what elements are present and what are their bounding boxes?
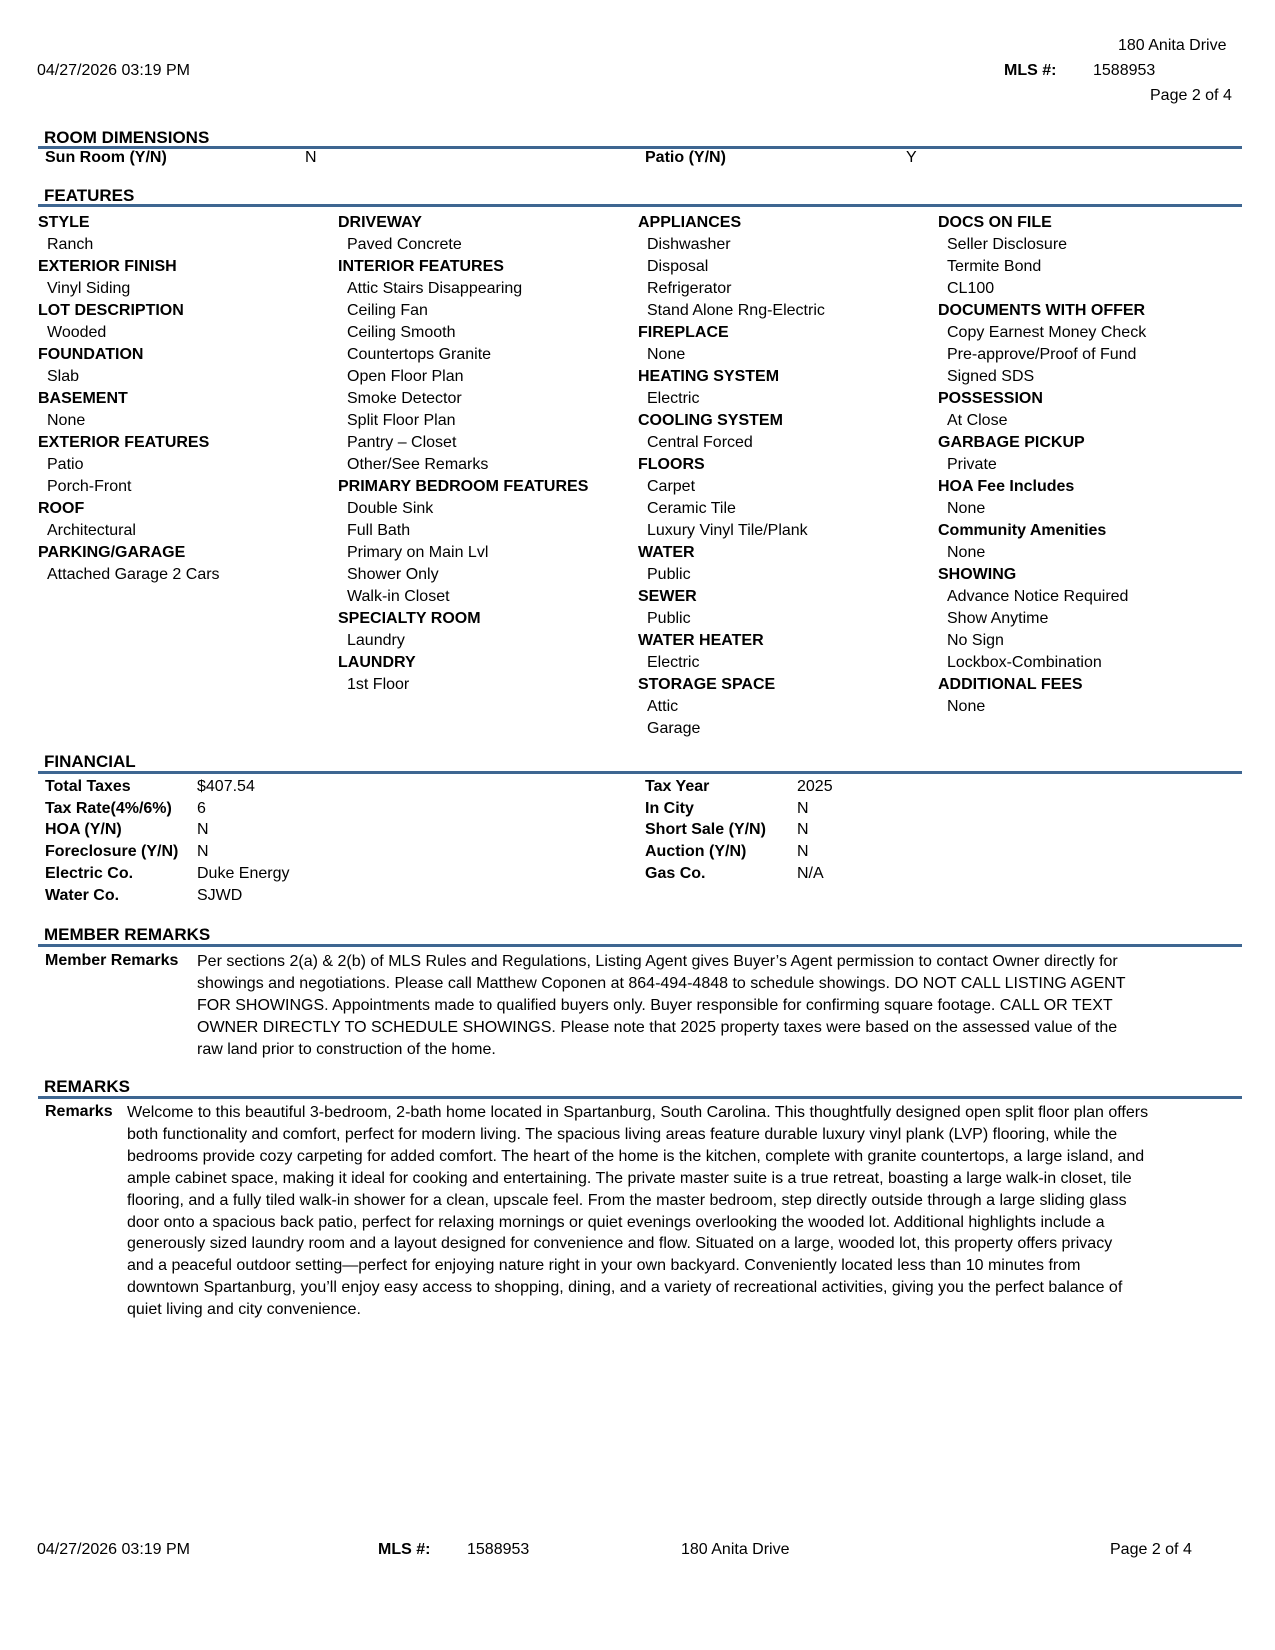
feature-value: None bbox=[947, 698, 986, 715]
financial-label: Auction (Y/N) bbox=[645, 843, 747, 861]
feature-group-label: LOT DESCRIPTION bbox=[38, 302, 184, 319]
sun-room-label: Sun Room (Y/N) bbox=[45, 149, 167, 166]
remarks-line: quiet living and city convenience. bbox=[127, 1301, 361, 1319]
feature-group-label: DRIVEWAY bbox=[338, 214, 422, 231]
header-timestamp: 04/27/2026 03:19 PM bbox=[37, 62, 191, 79]
feature-value: Advance Notice Required bbox=[947, 588, 1129, 605]
remarks-title: REMARKS bbox=[44, 1077, 130, 1096]
feature-value: Electric bbox=[647, 390, 700, 407]
feature-group-label: GARBAGE PICKUP bbox=[938, 434, 1085, 451]
feature-group-label: FIREPLACE bbox=[638, 324, 729, 341]
feature-group-label: EXTERIOR FINISH bbox=[38, 258, 177, 275]
feature-value: Signed SDS bbox=[947, 368, 1035, 385]
feature-value: Full Bath bbox=[347, 522, 411, 539]
feature-value: Smoke Detector bbox=[347, 390, 462, 407]
financial-value: N bbox=[797, 821, 809, 839]
feature-value: Porch-Front bbox=[47, 478, 132, 495]
financial-label: Tax Rate(4%/6%) bbox=[45, 799, 172, 817]
feature-value: Central Forced bbox=[647, 434, 753, 451]
remarks-line: FOR SHOWINGS. Appointments made to qualified buyers only. Buyer responsible for confirming square footage. CALL OR TEXT bbox=[197, 996, 1113, 1014]
feature-value: Vinyl Siding bbox=[47, 280, 131, 297]
feature-value: No Sign bbox=[947, 632, 1004, 649]
feature-group-label: PARKING/GARAGE bbox=[38, 544, 186, 561]
remarks-line: flooring, and a fully tiled walk-in shower for a clean, upscale feel. From the master bedroom, step directly outside through a large sliding glass bbox=[127, 1191, 1127, 1209]
feature-group-label: FOUNDATION bbox=[38, 346, 144, 363]
remarks-line: raw land prior to construction of the home. bbox=[197, 1040, 496, 1058]
feature-value: Double Sink bbox=[347, 500, 434, 517]
header-address: 180 Anita Drive bbox=[1118, 37, 1227, 54]
footer-mls-number: 1588953 bbox=[467, 1541, 530, 1558]
feature-value: Attic Stairs Disappearing bbox=[347, 280, 523, 297]
feature-group-label: INTERIOR FEATURES bbox=[338, 258, 504, 275]
remarks-line: showings and negotiations. Please call Matthew Coponen at 864-494-4848 to schedule showings. DO NOT CALL LISTING AGENT bbox=[197, 974, 1126, 992]
feature-group-label: STYLE bbox=[38, 214, 90, 231]
remarks-line: both functionality and comfort, perfect for modern living. The spacious living areas feature durable luxury vinyl plank (LVP) flooring, while the bbox=[127, 1125, 1118, 1143]
remarks-line: downtown Spartanburg, you’ll enjoy easy access to shopping, dining, and a variety of recreational activities, giving you the perfect balance of bbox=[127, 1279, 1123, 1297]
remarks-line: ample cabinet space, making it ideal for cooking and entertaining. The private master suite is a true retreat, boasting a large walk-in closet, tile bbox=[127, 1169, 1132, 1187]
financial-value: Duke Energy bbox=[197, 864, 290, 882]
feature-value: Dishwasher bbox=[647, 236, 731, 253]
header-mls-label: MLS #: bbox=[1004, 62, 1057, 79]
feature-value: Termite Bond bbox=[947, 258, 1042, 275]
feature-group-label: DOCS ON FILE bbox=[938, 214, 1052, 231]
feature-value: None bbox=[647, 346, 686, 363]
feature-value: Attached Garage 2 Cars bbox=[47, 566, 220, 583]
remarks-line: generously sized laundry room and a layout designed for convenience and flow. Situated on a large, wooded lot, this property offers privacy bbox=[127, 1235, 1113, 1253]
financial-value: 2025 bbox=[797, 778, 833, 795]
financial-value: N bbox=[197, 843, 209, 861]
feature-value: Paved Concrete bbox=[347, 236, 462, 253]
financial-label: HOA (Y/N) bbox=[45, 821, 122, 839]
feature-group-label: Community Amenities bbox=[938, 522, 1107, 539]
financial-value: N/A bbox=[797, 864, 824, 882]
feature-value: Ranch bbox=[47, 236, 94, 253]
feature-group-label: COOLING SYSTEM bbox=[638, 412, 783, 429]
features-column-2 bbox=[338, 212, 638, 696]
feature-group-label: HOA Fee Includes bbox=[938, 478, 1075, 495]
member-remarks-title: MEMBER REMARKS bbox=[44, 925, 211, 944]
feature-group-label: DOCUMENTS WITH OFFER bbox=[938, 302, 1146, 319]
footer-mls-label: MLS #: bbox=[378, 1541, 431, 1558]
feature-value: Ceiling Smooth bbox=[347, 324, 456, 341]
features-column-3 bbox=[638, 212, 938, 740]
feature-group-label: WATER HEATER bbox=[638, 632, 764, 649]
financial-value: N bbox=[797, 799, 809, 817]
feature-value: Open Floor Plan bbox=[347, 368, 464, 385]
financial-label: Total Taxes bbox=[45, 778, 131, 795]
feature-value: Split Floor Plan bbox=[347, 412, 456, 429]
feature-value: Seller Disclosure bbox=[947, 236, 1068, 253]
financial-label: Water Co. bbox=[45, 886, 120, 904]
financial-label: Electric Co. bbox=[45, 864, 134, 882]
remarks-label: Remarks bbox=[45, 1103, 113, 1120]
remarks-text bbox=[127, 1102, 1242, 1321]
feature-group-label: SHOWING bbox=[938, 566, 1017, 583]
financial-value: N bbox=[197, 821, 209, 839]
feature-value: Patio bbox=[47, 456, 84, 473]
features-title: FEATURES bbox=[44, 186, 135, 205]
feature-value: Lockbox-Combination bbox=[947, 654, 1102, 671]
feature-group-label: EXTERIOR FEATURES bbox=[38, 434, 210, 451]
financial-value: SJWD bbox=[197, 886, 243, 904]
feature-group-label: SEWER bbox=[638, 588, 697, 605]
feature-value: Luxury Vinyl Tile/Plank bbox=[647, 522, 808, 539]
patio-label: Patio (Y/N) bbox=[645, 149, 726, 166]
feature-value: None bbox=[47, 412, 86, 429]
room-dimensions-rule bbox=[38, 146, 1242, 149]
feature-group-label: APPLIANCES bbox=[638, 214, 742, 231]
feature-group-label: LAUNDRY bbox=[338, 654, 416, 671]
feature-value: Refrigerator bbox=[647, 280, 732, 297]
financial-label: In City bbox=[645, 799, 694, 817]
feature-value: Carpet bbox=[647, 478, 696, 495]
feature-value: Ceiling Fan bbox=[347, 302, 428, 319]
footer-page: Page 2 of 4 bbox=[1110, 1541, 1192, 1558]
financial-label: Foreclosure (Y/N) bbox=[45, 843, 179, 861]
feature-value: Walk-in Closet bbox=[347, 588, 450, 605]
feature-value: Pre-approve/Proof of Fund bbox=[947, 346, 1137, 363]
member-remarks-text bbox=[197, 951, 1237, 1061]
feature-value: None bbox=[947, 544, 986, 561]
feature-value: Countertops Granite bbox=[347, 346, 492, 363]
remarks-line: door onto a spacious back patio, perfect for relaxing mornings or quiet evenings overlooking the wooded lot. Additional highlights include a bbox=[127, 1213, 1105, 1231]
feature-value: Laundry bbox=[347, 632, 405, 649]
feature-value: Ceramic Tile bbox=[647, 500, 736, 517]
financial-value: $407.54 bbox=[197, 778, 255, 795]
feature-value: Pantry – Closet bbox=[347, 434, 457, 451]
feature-value: Other/See Remarks bbox=[347, 456, 489, 473]
remarks-line: Per sections 2(a) & 2(b) of MLS Rules and Regulations, Listing Agent gives Buyer’s Agent permission to contact Owner directly for bbox=[197, 953, 1118, 970]
remarks-line: OWNER DIRECTLY TO SCHEDULE SHOWINGS. Please note that 2025 property taxes were based on the assessed value of the bbox=[197, 1018, 1118, 1036]
feature-value: Attic bbox=[647, 698, 679, 715]
feature-value: Garage bbox=[647, 720, 701, 737]
feature-value: Shower Only bbox=[347, 566, 439, 583]
feature-value: Disposal bbox=[647, 258, 709, 275]
feature-value: At Close bbox=[947, 412, 1008, 429]
footer-address: 180 Anita Drive bbox=[681, 1541, 790, 1558]
financial-value: N bbox=[797, 843, 809, 861]
remarks-line: bedrooms provide cozy carpeting for added comfort. The heart of the home is the kitchen, complete with granite countertops, a large island, and bbox=[127, 1147, 1145, 1165]
feature-value: Show Anytime bbox=[947, 610, 1049, 627]
room-dimensions-title: ROOM DIMENSIONS bbox=[44, 128, 210, 147]
feature-group-label: PRIMARY BEDROOM FEATURES bbox=[338, 478, 589, 495]
financial-label: Gas Co. bbox=[645, 864, 706, 882]
feature-group-label: FLOORS bbox=[638, 456, 705, 473]
member-remarks-rule bbox=[38, 944, 1242, 947]
feature-value: CL100 bbox=[947, 280, 995, 297]
feature-value: 1st Floor bbox=[347, 676, 410, 693]
feature-group-label: POSSESSION bbox=[938, 390, 1043, 407]
feature-value: Electric bbox=[647, 654, 700, 671]
feature-value: None bbox=[947, 500, 986, 517]
patio-value: Y bbox=[906, 149, 917, 166]
features-column-1 bbox=[38, 212, 338, 586]
financial-rule bbox=[38, 771, 1242, 774]
features-column-4 bbox=[938, 212, 1238, 718]
feature-value: Primary on Main Lvl bbox=[347, 544, 489, 561]
remarks-line: and a peaceful outdoor setting—perfect for enjoying nature right in your own backyard. Conveniently located less than 10 minutes from bbox=[127, 1257, 1081, 1275]
remarks-line: Welcome to this beautiful 3-bedroom, 2-bath home located in Spartanburg, South Carolina. This thoughtfully designed open split floor plan offers bbox=[127, 1104, 1149, 1121]
feature-value: Public bbox=[647, 566, 691, 583]
feature-group-label: ADDITIONAL FEES bbox=[938, 676, 1083, 693]
feature-group-label: HEATING SYSTEM bbox=[638, 368, 780, 385]
financial-label: Short Sale (Y/N) bbox=[645, 821, 766, 839]
feature-value: Private bbox=[947, 456, 997, 473]
member-remarks-label: Member Remarks bbox=[45, 952, 179, 969]
feature-value: Public bbox=[647, 610, 691, 627]
features-rule bbox=[38, 204, 1242, 207]
feature-group-label: WATER bbox=[638, 544, 695, 561]
financial-value: 6 bbox=[197, 799, 206, 817]
financial-label: Tax Year bbox=[645, 778, 710, 795]
feature-value: Wooded bbox=[47, 324, 107, 341]
feature-value: Copy Earnest Money Check bbox=[947, 324, 1147, 341]
financial-title: FINANCIAL bbox=[44, 752, 136, 771]
header-page: Page 2 of 4 bbox=[1150, 87, 1232, 104]
footer-timestamp: 04/27/2026 03:19 PM bbox=[37, 1541, 191, 1558]
feature-group-label: SPECIALTY ROOM bbox=[338, 610, 481, 627]
feature-value: Architectural bbox=[47, 522, 136, 539]
feature-value: Slab bbox=[47, 368, 80, 385]
header-mls-number: 1588953 bbox=[1093, 62, 1156, 79]
feature-value: Stand Alone Rng-Electric bbox=[647, 302, 825, 319]
feature-group-label: STORAGE SPACE bbox=[638, 676, 776, 693]
sun-room-value: N bbox=[305, 149, 317, 166]
feature-group-label: ROOF bbox=[38, 500, 85, 517]
feature-group-label: BASEMENT bbox=[38, 390, 128, 407]
remarks-rule bbox=[38, 1096, 1242, 1099]
